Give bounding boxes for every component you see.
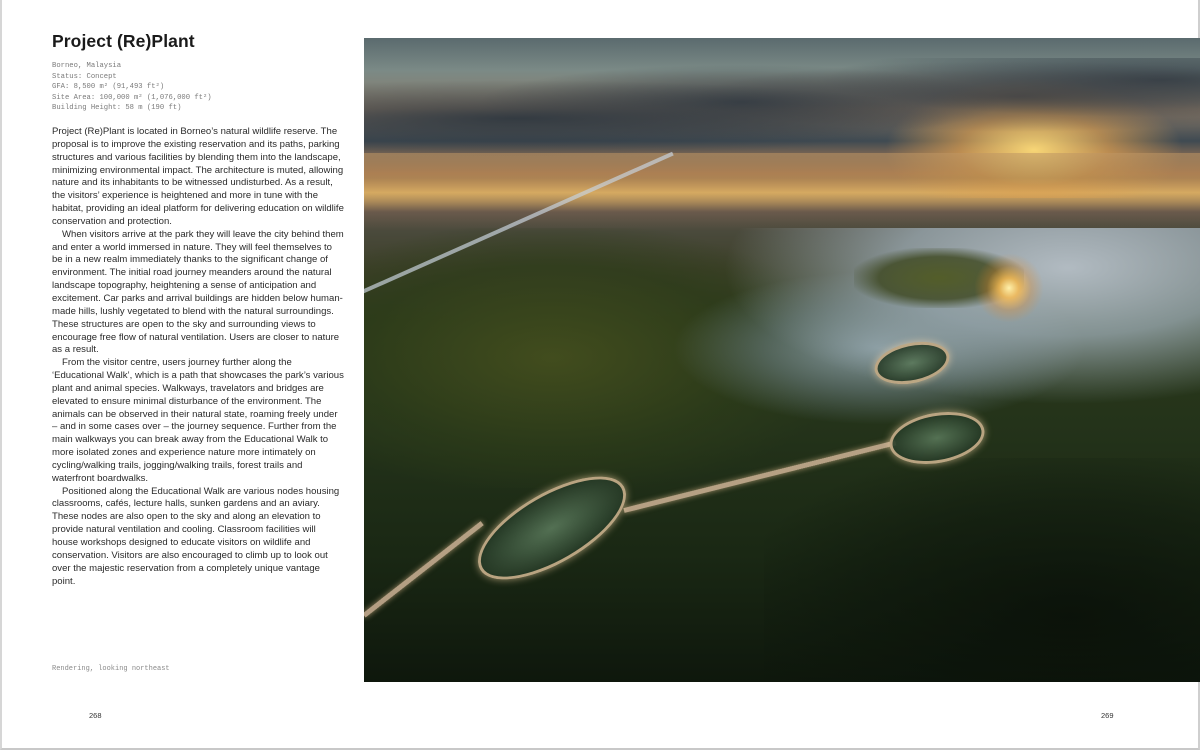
page-number-right: 269 — [1101, 711, 1114, 720]
foreground-forest — [764, 458, 1200, 682]
paragraph: When visitors arrive at the park they will leave the city behind them and enter a world immersed in nature. They will feel themselves to be in a new realm immediately thanks to the significant change of environment. The initial road journey meanders around the natural landscape topography, heightening a sense of anticipation and excitement. Car parks and arrival buildings are hidden below human-made hills, lushly vegetated to blend with the natural surroundings. These structures are open to the sky and surrounding views to encourage free flow of natural ventilation. Users are closer to nature as a result. — [52, 228, 344, 356]
meta-site-area: Site Area: 100,000 m² (1,076,000 ft²) — [52, 93, 212, 102]
image-caption: Rendering, looking northeast — [52, 665, 170, 673]
rendering-image — [364, 38, 1200, 682]
project-metadata — [52, 61, 212, 114]
paragraph: Project (Re)Plant is located in Borneo’s natural wildlife reserve. The proposal is to improve the existing reservation and its paths, parking structures and various facilities by blending them into the landscape, minimizing environmental impact. The architecture is muted, allowing nature and its inhabitants to be witnessed undisturbed. As a result, the visitors’ experience is heightened and more in tune with the habitat, providing an ideal platform for delivering education on wildlife conservation and protection. — [52, 126, 344, 227]
storm-clouds — [364, 58, 1200, 168]
meta-location: Borneo, Malaysia — [52, 62, 122, 70]
paragraph: Positioned along the Educational Walk are various nodes housing classrooms, cafés, lecture halls, sunken gardens and an aviary. These nodes are also open to the sky and along an elevation to provide natural ventilation and cooling. Classroom facilities will house workshops designed to educate visitors on wildlife and conservation. Visitors are also encouraged to climb up to look out over the majestic reservation from a completely unique vantage point. — [52, 485, 340, 587]
body-text — [52, 126, 344, 588]
page-number-left: 268 — [89, 711, 102, 720]
meta-building-height: Building Height: 58 m (190 ft) — [52, 104, 182, 113]
project-title: Project (Re)Plant — [52, 31, 195, 51]
educational-walk-path — [364, 521, 484, 617]
meta-status: Status: Concept — [52, 72, 117, 81]
meta-gfa: GFA: 8,500 m² (91,493 ft²) — [52, 83, 165, 92]
paragraph: From the visitor centre, users journey further along the ‘Educational Walk’, which is a path that showcases the park’s various plant and animal species. Walkways, travelators and bridges are elevated to ensure minimal disturbance of the environment. The animals can be observed in their natural state, roaming freely under – and in some cases over – the journey sequence. Further from the main walkways you can break away from the Educational Walk to more isolated zones and experience nature more intimately on cycling/walking trails, jogging/walking trails, forest trails and waterfront boardwalks. — [52, 357, 344, 484]
sun-flare — [974, 253, 1044, 323]
horizon-haze — [364, 153, 1200, 203]
